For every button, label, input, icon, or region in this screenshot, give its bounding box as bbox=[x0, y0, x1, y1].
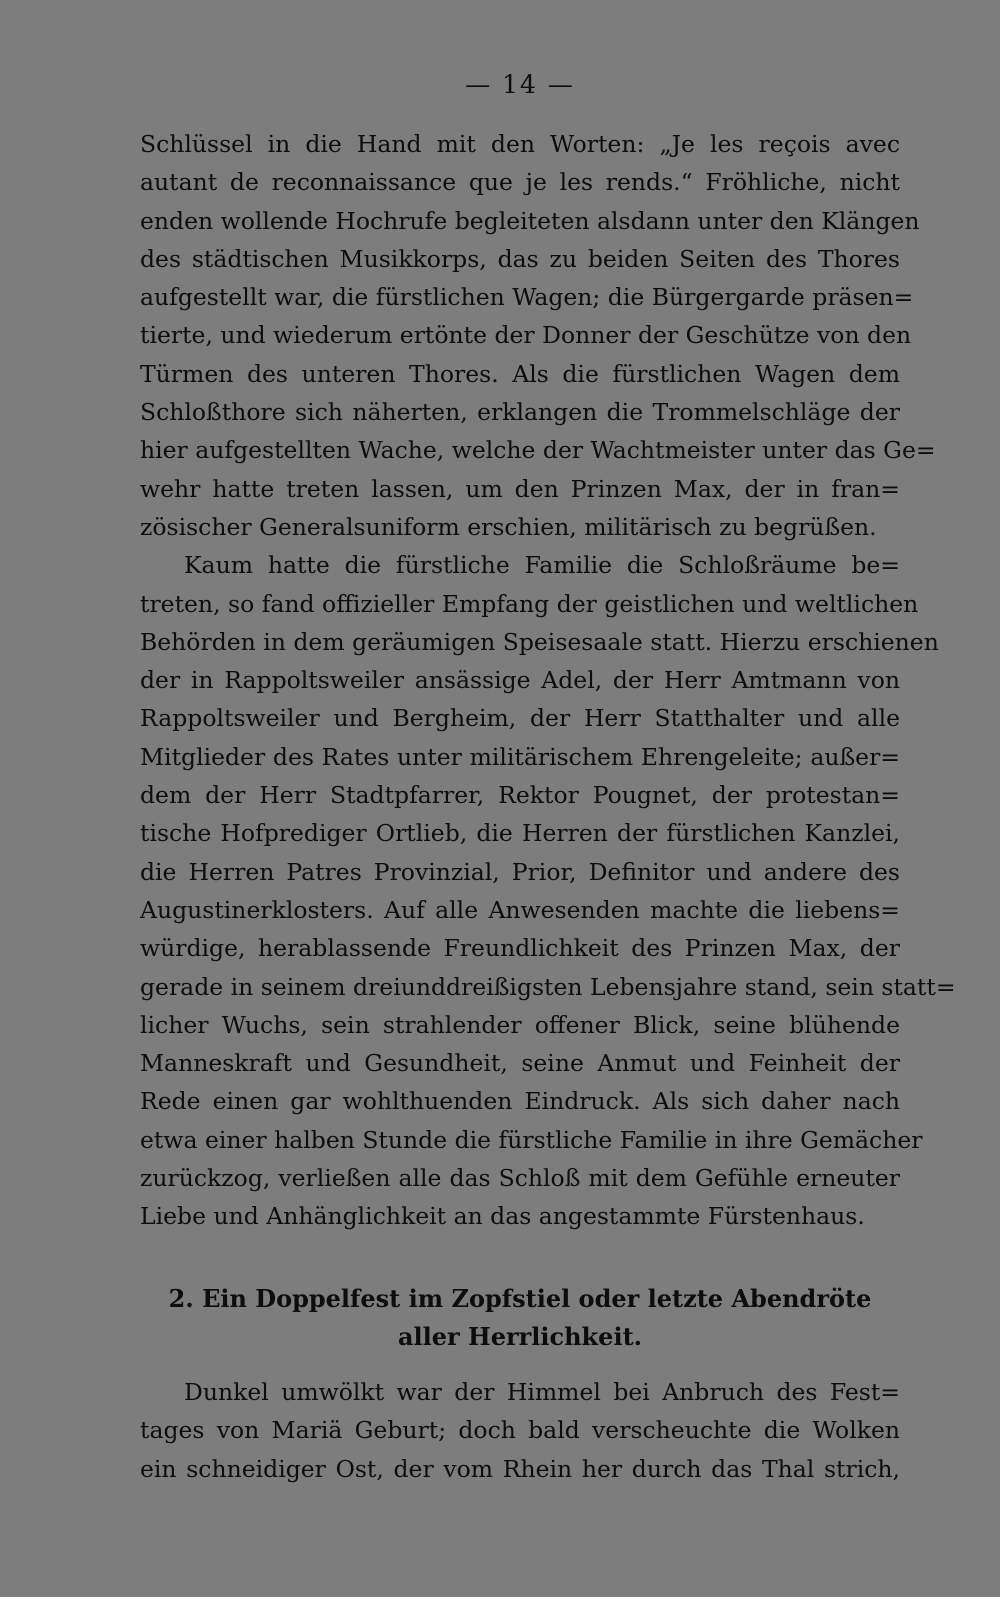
text-line: tages von Mariä Geburt; doch bald verscheuchte die Wolken bbox=[140, 1416, 900, 1445]
text-line: Manneskraft und Gesundheit, seine Anmut und Feinheit der bbox=[140, 1049, 900, 1078]
text-line: zösischer Generalsuniform erschien, militärisch zu begrüßen. bbox=[140, 512, 877, 541]
text-line: Mitglieder des Rates unter militärischem Ehrengeleite; außer= bbox=[140, 742, 900, 771]
text-line: die Herren Patres Provinzial, Prior, Definitor und andere des bbox=[140, 857, 900, 886]
text-line: tierte, und wiederum ertönte der Donner der Geschütze von den bbox=[140, 321, 912, 350]
text-line: aufgestellt war, die fürstlichen Wagen; die Bürgergarde präsen= bbox=[140, 283, 914, 312]
text-line: etwa einer halben Stunde die fürstliche Familie in ihre Gemächer bbox=[140, 1125, 923, 1154]
text-line: hier aufgestellten Wache, welche der Wachtmeister unter das Ge= bbox=[140, 436, 936, 465]
text-line: Türmen des unteren Thores. Als die fürstlichen Wagen dem bbox=[140, 359, 900, 388]
section-heading-line: aller Herrlichkeit. bbox=[397, 1322, 643, 1351]
text-line: autant de reconnaissance que je les rends.“ Fröhliche, nicht bbox=[140, 168, 900, 197]
text-line: enden wollende Hochrufe begleiteten alsdann unter den Klängen bbox=[140, 206, 920, 235]
body-text-upper bbox=[140, 125, 956, 1236]
text-line: licher Wuchs, sein strahlender offener Blick, seine blühende bbox=[140, 1010, 900, 1039]
text-line: Dunkel umwölkt war der Himmel bei Anbruch des Fest= bbox=[184, 1378, 900, 1406]
text-line: Rede einen gar wohlthuenden Eindruck. Als sich daher nach bbox=[140, 1087, 900, 1116]
body-text-lower bbox=[140, 1373, 900, 1488]
paragraph-reception bbox=[140, 546, 956, 1235]
text-line: dem der Herr Stadtpfarrer, Rektor Pougnet, der protestan= bbox=[140, 781, 900, 810]
text-line: treten, so fand offizieller Empfang der geistlichen und weltlichen bbox=[140, 589, 919, 618]
paragraph-festival bbox=[140, 1373, 900, 1488]
text-line: Schlüssel in die Hand mit den Worten: „Je les reçois avec bbox=[140, 130, 900, 158]
text-line: Kaum hatte die fürstliche Familie die Schloßräume be= bbox=[184, 551, 900, 580]
text-line: tische Hofprediger Ortlieb, die Herren der fürstlichen Kanzlei, bbox=[140, 819, 900, 848]
text-line: Augustinerklosters. Auf alle Anwesenden machte die liebens= bbox=[140, 895, 900, 924]
section-heading-line: 2. Ein Doppelfest im Zopfstiel oder letzte Abendröte bbox=[168, 1284, 872, 1313]
text-line: Rappoltsweiler und Bergheim, der Herr Statthalter und alle bbox=[140, 704, 900, 733]
text-line: des städtischen Musikkorps, das zu beiden Seiten des Thores bbox=[140, 244, 900, 273]
text-line: ein schneidiger Ost, der vom Rhein her durch das Thal strich, bbox=[140, 1454, 900, 1483]
page-number: — 14 — bbox=[465, 70, 575, 99]
text-line: Liebe und Anhänglichkeit an das angestammte Fürstenhaus. bbox=[140, 1202, 865, 1231]
text-line: Behörden in dem geräumigen Speisesaale statt. Hierzu erschienen bbox=[140, 627, 939, 656]
text-line: der in Rappoltsweiler ansässige Adel, der Herr Amtmann von bbox=[140, 666, 900, 695]
text-line: gerade in seinem dreiunddreißigsten Lebensjahre stand, sein statt= bbox=[140, 972, 956, 1001]
text-line: würdige, herablassende Freundlichkeit des Prinzen Max, der bbox=[140, 934, 900, 963]
text-line: wehr hatte treten lassen, um den Prinzen Max, der in fran= bbox=[140, 474, 900, 503]
section-heading bbox=[140, 1280, 900, 1356]
text-line: zurückzog, verließen alle das Schloß mit dem Gefühle erneuter bbox=[140, 1164, 900, 1193]
text-line: Schloßthore sich näherten, erklangen die Trommelschläge der bbox=[140, 398, 900, 427]
paragraph-continued bbox=[140, 125, 936, 546]
